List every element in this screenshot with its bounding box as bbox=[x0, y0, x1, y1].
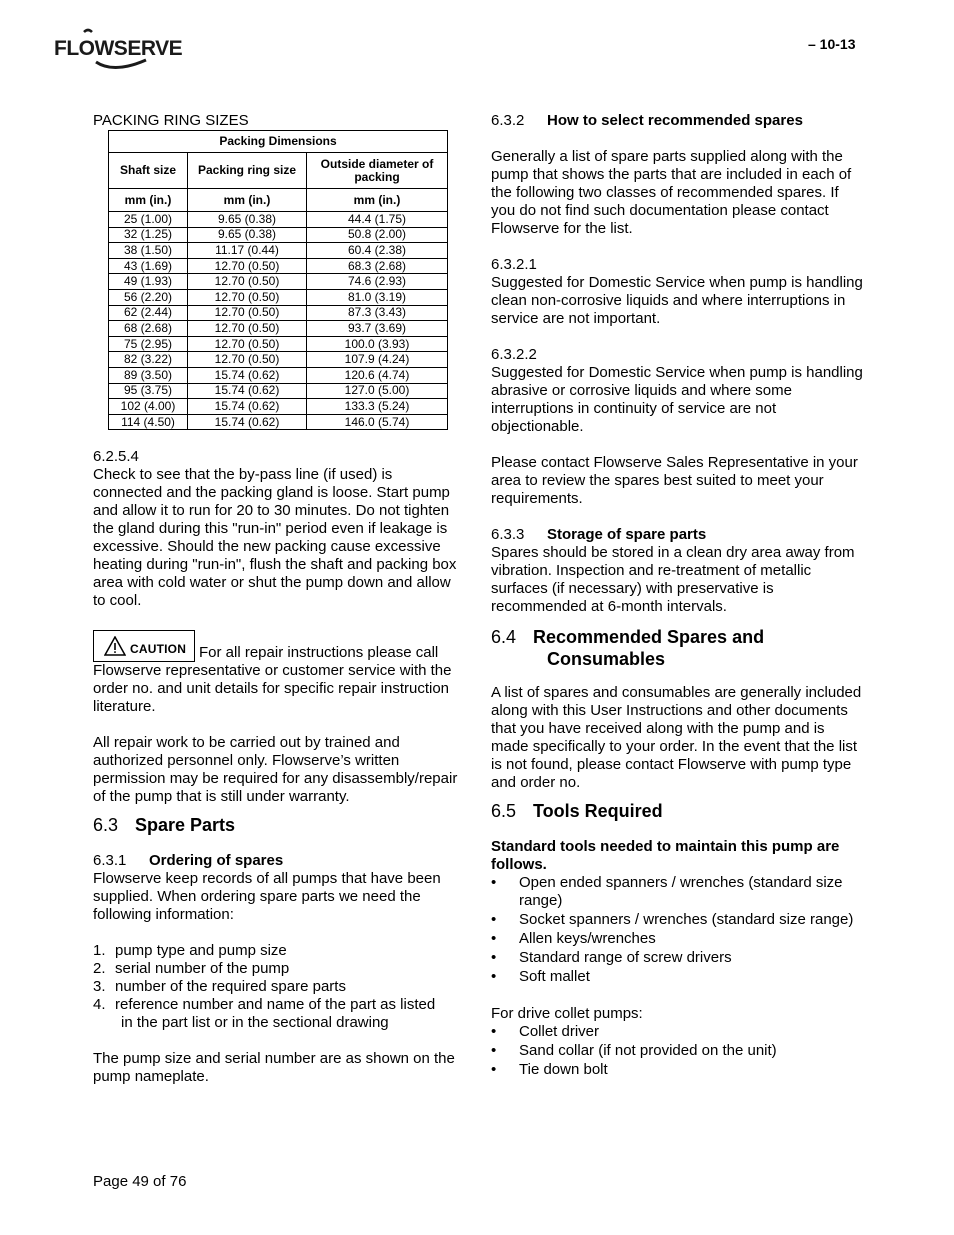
table-row bbox=[109, 399, 448, 415]
table-cell: 60.4 (2.38) bbox=[307, 243, 448, 259]
table-cell: 15.74 (0.62) bbox=[188, 367, 307, 383]
heading-title: Recommended Spares and bbox=[533, 627, 765, 647]
list-item bbox=[93, 978, 465, 996]
collet-intro: For drive collet pumps: bbox=[491, 1005, 643, 1022]
tools-intro: Standard tools needed to maintain this pump are follows. bbox=[491, 838, 840, 873]
ordering-info-list bbox=[93, 942, 465, 1032]
table-row bbox=[109, 227, 448, 243]
table-cell: 62 (2.44) bbox=[109, 305, 188, 321]
flowserve-logo bbox=[54, 28, 183, 74]
section-631-text: Flowserve keep records of all pumps that have been supplied. When ordering spare parts we need the following information: bbox=[93, 870, 441, 924]
list-item: • Standard range of screw drivers bbox=[491, 949, 863, 967]
tools-list bbox=[491, 874, 863, 986]
table-row bbox=[109, 243, 448, 259]
section-number-6322: 6.3.2.2 bbox=[491, 346, 537, 363]
list-number: 2. bbox=[93, 960, 106, 978]
caution-text: For all repair instructions please call Flowserve representative or customer service with the order no. and unit details for specific repair instruction literature. bbox=[93, 644, 452, 716]
table-cell: 38 (1.50) bbox=[109, 243, 188, 259]
heading-title: How to select recommended spares bbox=[547, 112, 803, 129]
table-cell: 89 (3.50) bbox=[109, 367, 188, 383]
heading-title: Ordering of spares bbox=[149, 852, 284, 870]
unit-header: mm (in.) bbox=[188, 189, 307, 212]
list-number: 4. bbox=[93, 996, 106, 1014]
table-cell: 11.17 (0.44) bbox=[188, 243, 307, 259]
section-632-text: Generally a list of spare parts supplied along with the pump that shows the parts that are included in each of the following two classes of recommended spares. If you do not find such documentation please contact Flowserve for the list. bbox=[491, 148, 852, 237]
heading-number: 6.5 bbox=[491, 801, 517, 821]
table-cell: 81.0 (3.19) bbox=[307, 289, 448, 305]
table-row bbox=[109, 289, 448, 305]
packing-dimensions-table bbox=[108, 130, 448, 430]
section-heading-6-5 bbox=[491, 800, 863, 822]
table-row bbox=[109, 274, 448, 290]
table-cell: 93.7 (3.69) bbox=[307, 321, 448, 337]
list-text: serial number of the pump bbox=[115, 960, 290, 978]
table-cell: 82 (3.22) bbox=[109, 352, 188, 368]
section-number-6254: 6.2.5.4 bbox=[93, 448, 139, 466]
table-cell: 15.74 (0.62) bbox=[188, 399, 307, 415]
table-cell: 75 (2.95) bbox=[109, 336, 188, 352]
list-text: reference number and name of the part as listed bbox=[115, 996, 436, 1014]
table-cell: 15.74 (0.62) bbox=[188, 414, 307, 430]
table-cell: 107.9 (4.24) bbox=[307, 352, 448, 368]
table-cell: 44.4 (1.75) bbox=[307, 212, 448, 228]
table-cell: 56 (2.20) bbox=[109, 289, 188, 305]
right-column bbox=[491, 112, 863, 1080]
table-row bbox=[109, 305, 448, 321]
table-cell: 12.70 (0.50) bbox=[188, 274, 307, 290]
table-cell: 114 (4.50) bbox=[109, 414, 188, 430]
document-id: – 10-13 bbox=[808, 36, 856, 52]
section-number-6321: 6.3.2.1 bbox=[491, 256, 537, 273]
table-title: PACKING RING SIZES bbox=[93, 112, 249, 129]
section-6321-text: Suggested for Domestic Service when pump is handling clean non-corrosive liquids and where interruptions in service are not important. bbox=[491, 274, 863, 327]
table-cell: 12.70 (0.50) bbox=[188, 258, 307, 274]
list-item bbox=[93, 996, 465, 1032]
contact-text: Please contact Flowserve Sales Representative in your area to review the spares best suited to meet your requirements. bbox=[491, 454, 858, 507]
section-heading-6-3 bbox=[93, 814, 465, 836]
table-cell: 68 (2.68) bbox=[109, 321, 188, 337]
table-cell: 32 (1.25) bbox=[109, 227, 188, 243]
heading-number: 6.3.2 bbox=[491, 112, 525, 129]
page-number: Page 49 of 76 bbox=[93, 1173, 187, 1190]
list-item bbox=[93, 960, 465, 978]
section-64-text: A list of spares and consumables are generally included along with this User Instructions and other documents that you have received along with the pump and is made specifically to your order. In the event that the list is not found, please contact Flowserve with pump type and order no. bbox=[491, 684, 862, 791]
list-text-continued: in the part list or in the sectional drawing bbox=[121, 1014, 389, 1032]
caution-label: CAUTION bbox=[130, 642, 187, 657]
table-cell: 15.74 (0.62) bbox=[188, 383, 307, 399]
table-cell: 12.70 (0.50) bbox=[188, 305, 307, 321]
heading-title: Storage of spare parts bbox=[547, 526, 707, 543]
table-cell: 146.0 (5.74) bbox=[307, 414, 448, 430]
table-row bbox=[109, 352, 448, 368]
table-cell: 87.3 (3.43) bbox=[307, 305, 448, 321]
table-cell: 12.70 (0.50) bbox=[188, 336, 307, 352]
heading-title: Tools Required bbox=[533, 801, 663, 821]
table-cell: 25 (1.00) bbox=[109, 212, 188, 228]
table-cell: 127.0 (5.00) bbox=[307, 383, 448, 399]
list-item: • Socket spanners / wrenches (standard size range) bbox=[491, 911, 863, 929]
list-item bbox=[93, 942, 465, 960]
table-cell: 12.70 (0.50) bbox=[188, 289, 307, 305]
table-cell: 12.70 (0.50) bbox=[188, 321, 307, 337]
list-number: 1. bbox=[93, 942, 106, 960]
list-text: pump type and pump size bbox=[115, 942, 287, 960]
section-heading-6-3-3 bbox=[491, 526, 863, 544]
table-row bbox=[109, 414, 448, 430]
table-caption: Packing Dimensions bbox=[109, 131, 448, 153]
section-6254-text: Check to see that the by-pass line (if used) is connected and the packing gland is loose. Start pump and allow it to run for 20 to 30 minutes. Do not tighten the gland during this "run-in" period even if leakage is excessive. Should the new packing cause excessive heating during "run-in", flush the shaft and packing box area with cold water or shut the pump down and allow to cool. bbox=[93, 466, 457, 610]
nameplate-text: The pump size and serial number are as shown on the pump nameplate. bbox=[93, 1050, 455, 1086]
list-item: • Collet driver bbox=[491, 1023, 863, 1041]
left-column bbox=[93, 112, 465, 1086]
table-row bbox=[109, 258, 448, 274]
table-cell: 50.8 (2.00) bbox=[307, 227, 448, 243]
list-item: • Allen keys/wrenches bbox=[491, 930, 863, 948]
warning-triangle-icon bbox=[104, 636, 126, 656]
heading-number: 6.4 bbox=[491, 627, 517, 647]
column-header: Shaft size bbox=[109, 153, 188, 189]
section-heading-6-4 bbox=[491, 626, 863, 648]
list-item: • Sand collar (if not provided on the unit) bbox=[491, 1042, 863, 1060]
table-cell: 102 (4.00) bbox=[109, 399, 188, 415]
table-row bbox=[109, 321, 448, 337]
table-row bbox=[109, 383, 448, 399]
list-item: • Soft mallet bbox=[491, 968, 863, 986]
table-row bbox=[109, 212, 448, 228]
table-cell: 9.65 (0.38) bbox=[188, 227, 307, 243]
table-cell: 133.3 (5.24) bbox=[307, 399, 448, 415]
unit-header: mm (in.) bbox=[307, 189, 448, 212]
table-cell: 74.6 (2.93) bbox=[307, 274, 448, 290]
collet-tools-list bbox=[491, 1023, 863, 1079]
caution-paragraph bbox=[93, 630, 465, 716]
heading-title: Spare Parts bbox=[135, 815, 236, 836]
section-6322-text: Suggested for Domestic Service when pump is handling abrasive or corrosive liquids and where some interruptions in continuity of service are not objectionable. bbox=[491, 364, 863, 435]
table-cell: 100.0 (3.93) bbox=[307, 336, 448, 352]
table-row bbox=[109, 336, 448, 352]
section-heading-6-3-1 bbox=[93, 852, 465, 870]
column-header: Outside diameter of packing bbox=[307, 153, 448, 189]
table-cell: 120.6 (4.74) bbox=[307, 367, 448, 383]
heading-number: 6.3 bbox=[93, 815, 119, 836]
repair-text: All repair work to be carried out by trained and authorized personnel only. Flowserve’s written permission may be required for any disassembly/repair of the pump that is still under warranty. bbox=[93, 734, 458, 806]
table-cell: 12.70 (0.50) bbox=[188, 352, 307, 368]
column-header: Packing ring size bbox=[188, 153, 307, 189]
list-text: number of the required spare parts bbox=[115, 978, 346, 996]
logo-text: FLOWSERVE bbox=[54, 37, 183, 60]
list-number: 3. bbox=[93, 978, 106, 996]
list-item: • Open ended spanners / wrenches (standard size range) bbox=[491, 874, 863, 910]
unit-header: mm (in.) bbox=[109, 189, 188, 212]
table-row bbox=[109, 367, 448, 383]
caution-badge bbox=[93, 630, 195, 662]
heading-number: 6.3.1 bbox=[93, 852, 127, 870]
heading-number: 6.3.3 bbox=[491, 526, 525, 543]
table-cell: 43 (1.69) bbox=[109, 258, 188, 274]
table-body bbox=[109, 212, 448, 430]
section-heading-6-4-line2: Consumables bbox=[547, 649, 666, 669]
table-cell: 9.65 (0.38) bbox=[188, 212, 307, 228]
section-633-text: Spares should be stored in a clean dry area away from vibration. Inspection and re-treatment of metallic surfaces (if necessary) with preservative is recommended at 6-month intervals. bbox=[491, 544, 855, 615]
list-item: • Tie down bolt bbox=[491, 1061, 863, 1079]
table-cell: 95 (3.75) bbox=[109, 383, 188, 399]
section-heading-6-3-2 bbox=[491, 112, 863, 130]
table-cell: 49 (1.93) bbox=[109, 274, 188, 290]
table-cell: 68.3 (2.68) bbox=[307, 258, 448, 274]
